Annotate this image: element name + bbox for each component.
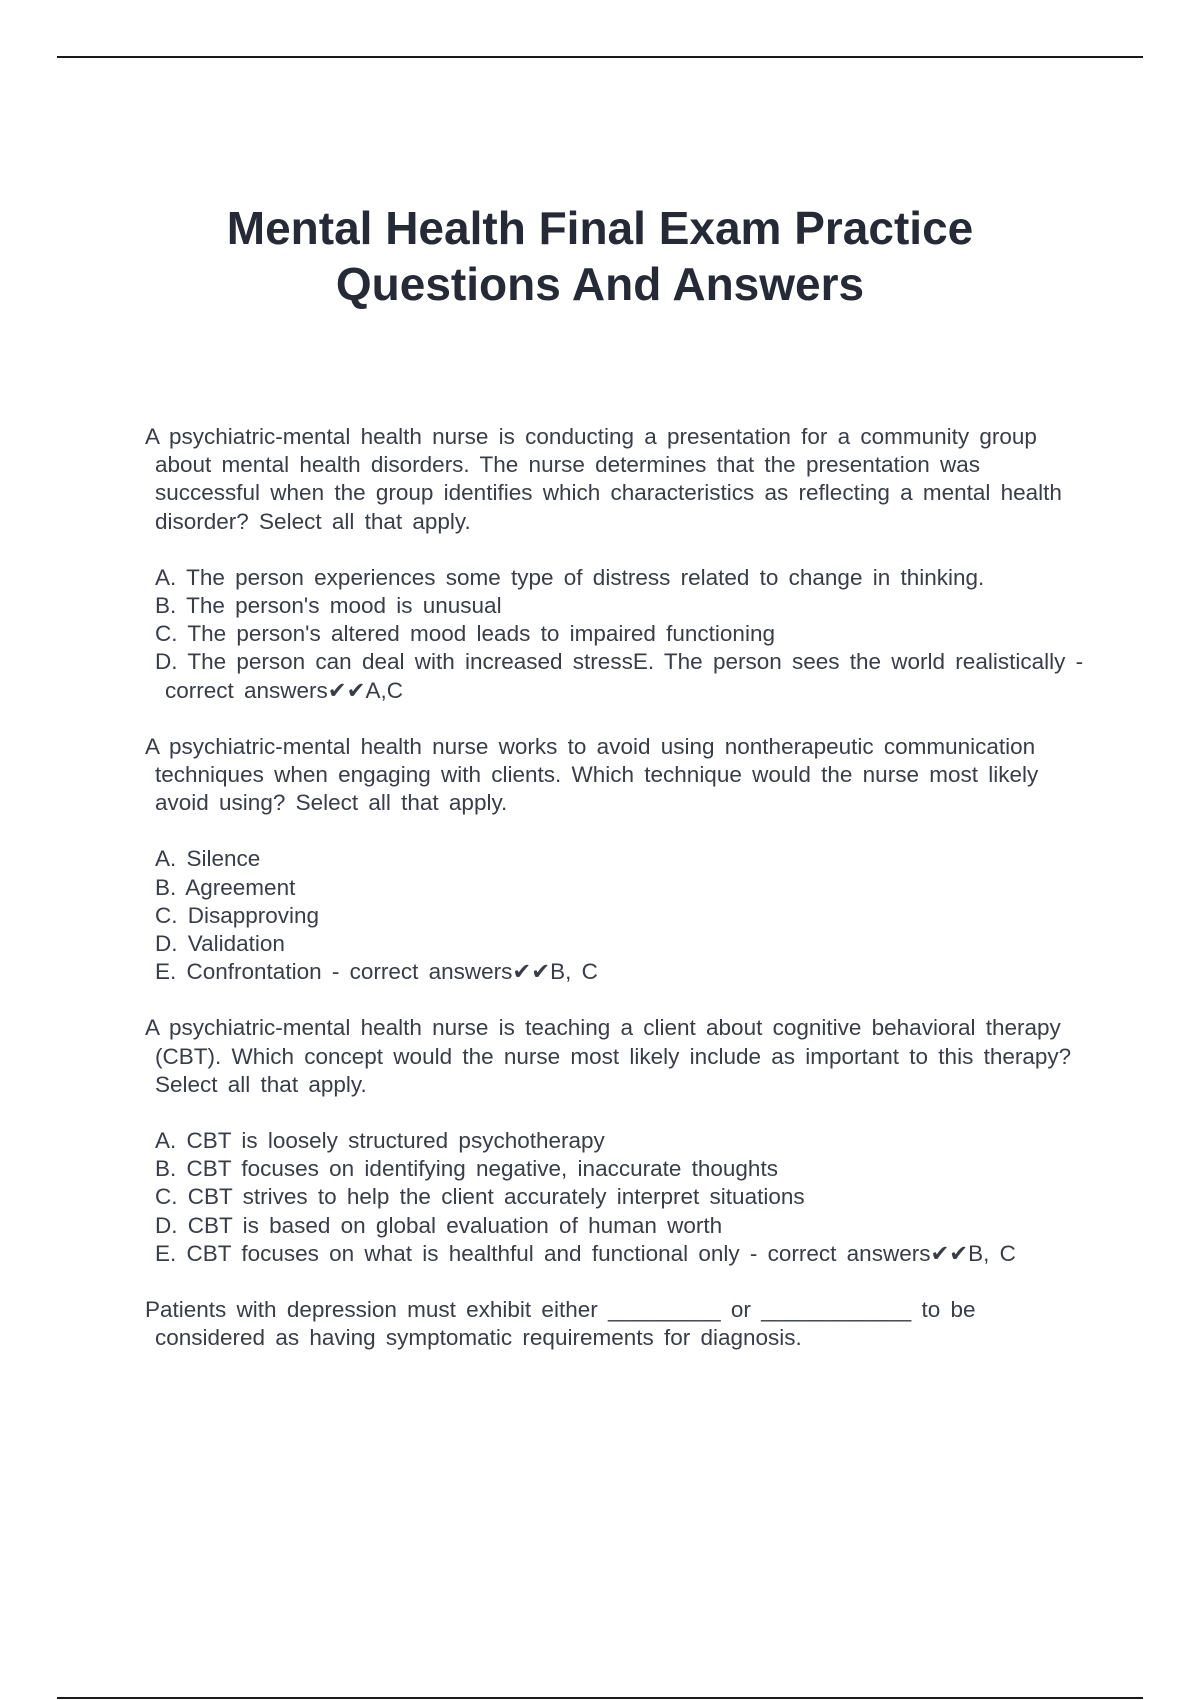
document-title bbox=[100, 200, 1100, 312]
question-3-option-b: B. CBT focuses on identifying negative, inaccurate thoughts bbox=[155, 1156, 778, 1182]
question-2-option-c: C. Disapproving bbox=[155, 902, 320, 928]
question-3-option-d: D. CBT is based on global evaluation of human worth bbox=[155, 1212, 723, 1238]
question-2-option-a: A. Silence bbox=[155, 846, 261, 872]
question-2-stem: A psychiatric-mental health nurse works to avoid using nontherapeutic communication techniques when engaging with clients. Which technique would the nurse most likely avoid using? Select all that apply. bbox=[145, 733, 1039, 816]
question-3-option-a: A. CBT is loosely structured psychotherapy bbox=[155, 1128, 605, 1154]
question-2-option-b: B. Agreement bbox=[155, 874, 296, 900]
document-body bbox=[145, 423, 1090, 1352]
question-1-option-d: D. The person can deal with increased stressE. The person sees the world realistically - correct answers✔✔A,C bbox=[155, 649, 1084, 703]
title-line-1: Mental Health Final Exam Practice bbox=[226, 202, 974, 254]
question-2-option-d: D. Validation bbox=[155, 931, 285, 957]
question-2-options bbox=[145, 845, 1090, 986]
header-rule bbox=[57, 56, 1143, 58]
question-1-options bbox=[145, 564, 1090, 705]
question-2-option-e: E. Confrontation - correct answers✔✔B, C bbox=[155, 959, 598, 985]
question-1-option-b: B. The person's mood is unusual bbox=[155, 593, 502, 619]
question-3-option-c: C. CBT strives to help the client accurately interpret situations bbox=[155, 1184, 805, 1210]
question-3-stem: A psychiatric-mental health nurse is teaching a client about cognitive behavioral therapy (CBT). Which concept would the nurse most likely include as important to this therapy? Select all that apply. bbox=[145, 1015, 1072, 1097]
question-1-stem: A psychiatric-mental health nurse is conducting a presentation for a community group about mental health disorders. The nurse determines that the presentation was successful when the group identifies which characteristics as reflecting a mental health disorder? Select all that apply. bbox=[145, 424, 1062, 534]
title-line-2: Questions And Answers bbox=[335, 258, 865, 310]
footer-rule bbox=[57, 1697, 1143, 1699]
question-1-option-a: A. The person experiences some type of distress related to change in thinking. bbox=[155, 564, 985, 590]
question-4-stem: Patients with depression must exhibit either _________ or ____________ to be considered as having symptomatic requirements for diagnosis. bbox=[145, 1297, 976, 1351]
question-3-options bbox=[145, 1127, 1090, 1268]
question-1-option-c: C. The person's altered mood leads to impaired functioning bbox=[155, 621, 775, 647]
question-3-option-e: E. CBT focuses on what is healthful and functional only - correct answers✔✔B, C bbox=[155, 1240, 1016, 1266]
